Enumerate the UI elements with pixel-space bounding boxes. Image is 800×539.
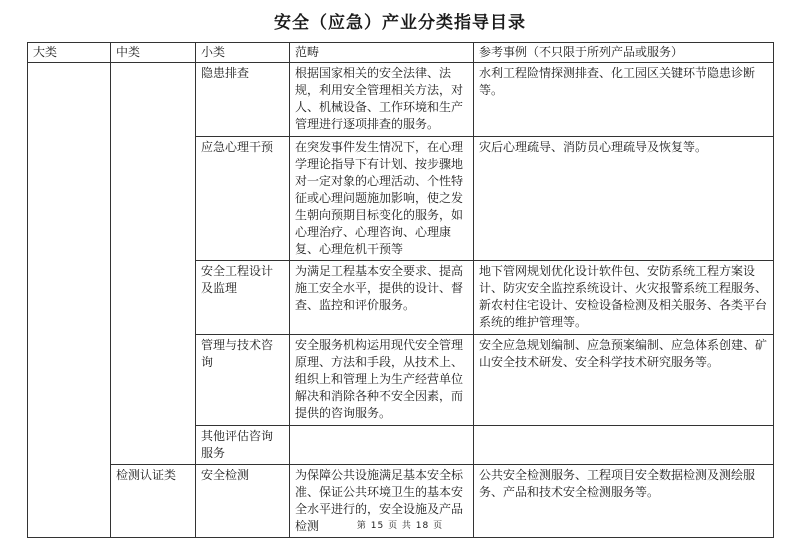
cell-reference: 灾后心理疏导、消防员心理疏导及恢复等。 <box>474 137 774 261</box>
cell-scope <box>290 426 474 465</box>
header-major-category: 大类 <box>28 43 111 63</box>
cell-scope: 在突发事件发生情况下，在心理学理论指导下有计划、按步骤地对一定对象的心理活动、个性特征或心理问题施加影响，使之发生朝向预期目标变化的服务，如心理治疗、心理咨询、心理康复、心理危机干预等 <box>290 137 474 261</box>
cell-scope: 根据国家相关的安全法律、法规，利用安全管理相关方法，对人、机械设备、工作环境和生产管理进行逐项排查的服务。 <box>290 63 474 137</box>
cell-scope: 安全服务机构运用现代安全管理原理、方法和手段，从技术上、组织上和管理上为生产经营单位解决和消除各种不安全因素，而提供的咨询服务。 <box>290 335 474 426</box>
cell-mid-category: 检测认证类 <box>111 465 196 538</box>
header-mid-category: 中类 <box>111 43 196 63</box>
cell-mid-category <box>111 63 196 465</box>
cell-minor-category: 应急心理干预 <box>196 137 290 261</box>
cell-reference: 安全应急规划编制、应急预案编制、应急体系创建、矿山安全技术研发、安全科学技术研究服务等。 <box>474 335 774 426</box>
cell-reference: 地下管网规划优化设计软件包、安防系统工程方案设计、防灾安全监控系统设计、火灾报警系统工程服务、新农村住宅设计、安检设备检测及相关服务、各类平台系统的维护管理等。 <box>474 261 774 335</box>
cell-minor-category: 安全工程设计及监理 <box>196 261 290 335</box>
cell-minor-category: 其他评估咨询服务 <box>196 426 290 465</box>
header-scope: 范畴 <box>290 43 474 63</box>
cell-reference <box>474 426 774 465</box>
table-header-row <box>28 43 774 63</box>
header-minor-category: 小类 <box>196 43 290 63</box>
industry-catalog-table <box>27 42 774 538</box>
table-row <box>28 63 774 137</box>
cell-reference: 公共安全检测服务、工程项目安全数据检测及测绘服务、产品和技术安全检测服务等。 <box>474 465 774 538</box>
cell-minor-category: 安全检测 <box>196 465 290 538</box>
cell-scope: 为满足工程基本安全要求、提高施工安全水平，提供的设计、督查、监控和评价服务。 <box>290 261 474 335</box>
cell-minor-category: 管理与技术咨询 <box>196 335 290 426</box>
page-title: 安全（应急）产业分类指导目录 <box>274 13 526 33</box>
header-reference-examples: 参考事例（不只限于所列产品或服务） <box>474 43 774 63</box>
cell-reference: 水利工程险情探测排查、化工园区关键环节隐患诊断等。 <box>474 63 774 137</box>
cell-minor-category: 隐患排查 <box>196 63 290 137</box>
cell-scope: 为保障公共设施满足基本安全标准、保证公共环境卫生的基本安全水平进行的，安全设施及产品检测 <box>290 465 474 538</box>
page-number-footer: 第 15 页 共 18 页 <box>356 521 444 531</box>
cell-major-category <box>28 63 111 538</box>
